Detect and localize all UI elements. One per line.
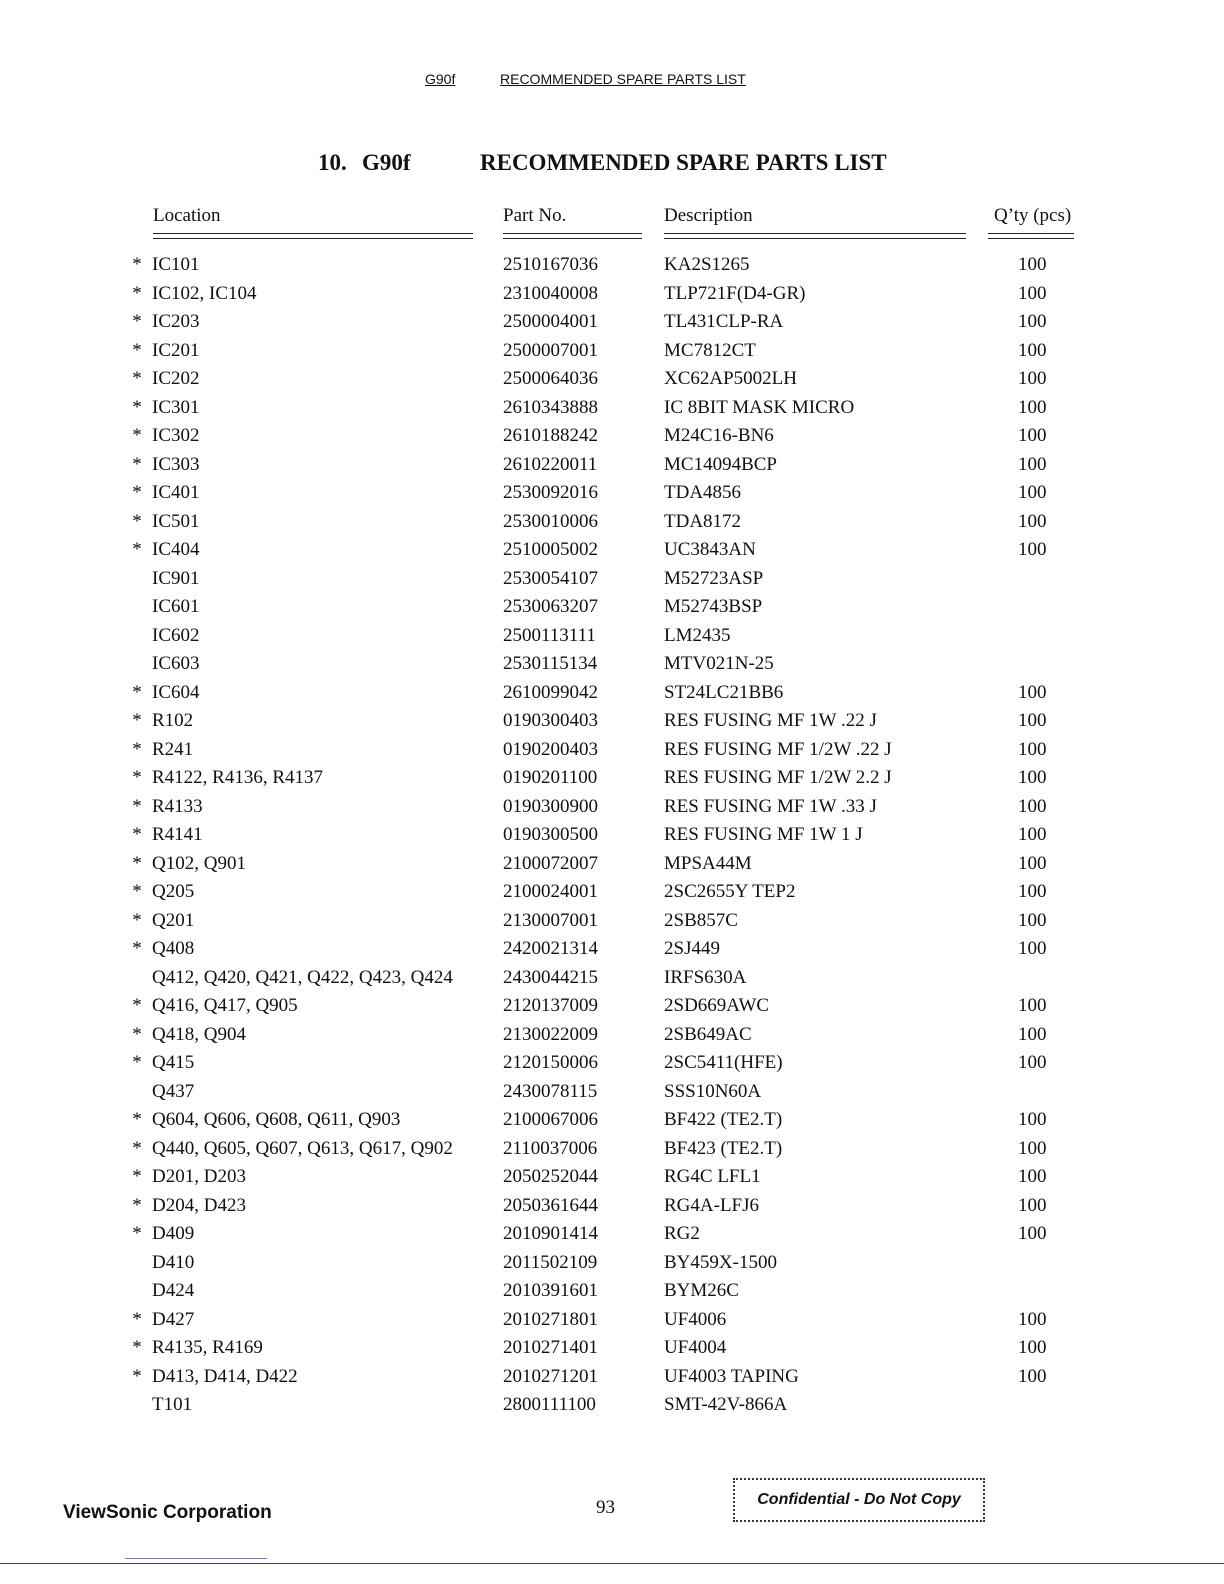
quantity-cell: 100 [1018, 453, 1047, 475]
description-cell: IC 8BIT MASK MICRO [664, 396, 855, 418]
company-name: ViewSonic Corporation [63, 1502, 272, 1523]
part-number-cell: 2010901414 [503, 1223, 598, 1244]
location-cell: D204, D423 [152, 1194, 246, 1216]
table-row [0, 482, 1224, 511]
location-cell: Q440, Q605, Q607, Q613, Q617, Q902 [152, 1137, 453, 1159]
location-cell: IC604 [152, 681, 200, 703]
table-row [0, 425, 1224, 454]
table-row [0, 454, 1224, 483]
description-cell: SSS10N60A [664, 1080, 762, 1102]
table-row [0, 881, 1224, 910]
location-cell: IC102, IC104 [152, 282, 257, 304]
part-number-cell: 2610099042 [503, 681, 598, 703]
part-number-cell: 2050361644 [503, 1194, 598, 1216]
quantity-cell: 100 [1018, 425, 1047, 446]
quantity-cell: 100 [1018, 909, 1047, 931]
spare-marker: * [132, 1223, 142, 1244]
spare-marker: * [132, 852, 142, 874]
table-row [0, 796, 1224, 825]
spare-marker: * [132, 1337, 142, 1358]
description-cell: RES FUSING MF 1W .22 J [664, 710, 877, 731]
table-row [0, 368, 1224, 397]
quantity-cell: 100 [1018, 1166, 1047, 1187]
table-row [0, 596, 1224, 625]
location-cell: R4133 [152, 795, 203, 817]
quantity-cell: 100 [1018, 795, 1047, 817]
part-number-cell: 2420021314 [503, 938, 598, 959]
part-number-cell: 2100024001 [503, 881, 598, 902]
part-number-cell: 2050252044 [503, 1166, 598, 1187]
quantity-cell: 100 [1018, 1194, 1047, 1216]
table-row [0, 853, 1224, 882]
part-number-cell: 2500007001 [503, 339, 598, 361]
description-cell: 2SC5411(HFE) [664, 1052, 783, 1073]
description-cell: SMT-42V-866A [664, 1394, 788, 1415]
location-cell: IC603 [152, 653, 200, 674]
spare-marker: * [132, 738, 142, 760]
part-number-cell: 2500113111 [503, 624, 596, 646]
table-row [0, 1166, 1224, 1195]
location-cell: Q418, Q904 [152, 1023, 246, 1045]
description-cell: M52743BSP [664, 596, 763, 617]
table-row [0, 653, 1224, 682]
part-number-cell: 2310040008 [503, 282, 598, 304]
description-cell: 2SD669AWC [664, 995, 770, 1016]
quantity-cell: 100 [1018, 1308, 1047, 1330]
location-cell: D413, D414, D422 [152, 1365, 298, 1387]
description-cell: M52723ASP [664, 567, 764, 589]
part-number-cell: 2510167036 [503, 254, 598, 275]
spare-marker: * [132, 1166, 142, 1187]
description-cell: KA2S1265 [664, 254, 750, 275]
section-title: RECOMMENDED SPARE PARTS LIST [480, 150, 887, 175]
table-row [0, 311, 1224, 340]
part-number-cell: 2800111100 [503, 1394, 596, 1415]
part-number-cell: 0190201100 [503, 767, 598, 788]
spare-marker: * [132, 767, 142, 788]
quantity-cell: 100 [1018, 339, 1047, 361]
part-number-cell: 2530092016 [503, 482, 598, 503]
spare-marker: * [132, 681, 142, 703]
part-number-cell: 2610220011 [503, 453, 598, 475]
column-header-location: Location [153, 205, 221, 226]
part-number-cell: 2120137009 [503, 995, 598, 1016]
quantity-cell: 100 [1018, 368, 1047, 389]
location-cell: IC101 [152, 254, 200, 275]
location-cell: T101 [152, 1394, 193, 1415]
table-row [0, 1052, 1224, 1081]
description-cell: MTV021N-25 [664, 653, 774, 674]
spare-marker: * [132, 938, 142, 959]
bottom-accent-rule [125, 1558, 267, 1559]
part-number-cell: 2010271801 [503, 1308, 598, 1330]
part-number-cell: 2500064036 [503, 368, 598, 389]
part-number-cell: 2130007001 [503, 909, 598, 931]
quantity-cell: 100 [1018, 282, 1047, 304]
table-row [0, 1337, 1224, 1366]
description-cell: TDA8172 [664, 510, 742, 532]
quantity-cell: 100 [1018, 681, 1047, 703]
section-number: 10. [318, 150, 347, 175]
parts-table [0, 254, 1224, 1423]
quantity-cell: 100 [1018, 710, 1047, 731]
quantity-cell: 100 [1018, 1023, 1047, 1045]
spare-marker: * [132, 881, 142, 902]
table-row [0, 568, 1224, 597]
quantity-cell: 100 [1018, 738, 1047, 760]
location-cell: IC301 [152, 396, 200, 418]
location-cell: IC602 [152, 624, 200, 646]
quantity-cell: 100 [1018, 254, 1047, 275]
part-number-cell: 2430044215 [503, 966, 598, 988]
spare-marker: * [132, 795, 142, 817]
description-cell: BY459X-1500 [664, 1251, 777, 1273]
part-number-cell: 2530010006 [503, 510, 598, 532]
description-cell: RG4A-LFJ6 [664, 1194, 760, 1216]
table-row [0, 995, 1224, 1024]
description-cell: BYM26C [664, 1280, 739, 1301]
part-number-cell: 2120150006 [503, 1052, 598, 1073]
table-header [0, 205, 1224, 229]
spare-marker: * [132, 1137, 142, 1159]
description-cell: LM2435 [664, 624, 731, 646]
spare-marker: * [132, 1308, 142, 1330]
spare-marker: * [132, 1194, 142, 1216]
table-row [0, 1366, 1224, 1395]
description-cell: RES FUSING MF 1/2W .22 J [664, 738, 892, 760]
description-cell: RES FUSING MF 1W 1 J [664, 824, 863, 845]
description-cell: BF422 (TE2.T) [664, 1109, 783, 1130]
spare-marker: * [132, 368, 142, 389]
table-row [0, 739, 1224, 768]
description-cell: UF4004 [664, 1337, 727, 1358]
location-cell: Q408 [152, 938, 195, 959]
table-row [0, 1109, 1224, 1138]
spare-marker: * [132, 539, 142, 560]
location-cell: IC601 [152, 596, 200, 617]
location-cell: IC501 [152, 510, 200, 532]
location-cell: R102 [152, 710, 194, 731]
table-row [0, 1195, 1224, 1224]
location-cell: Q201 [152, 909, 195, 931]
part-number-cell: 2010391601 [503, 1280, 598, 1301]
quantity-cell: 100 [1018, 1337, 1047, 1358]
location-cell: IC202 [152, 368, 200, 389]
column-header-part-no: Part No. [503, 205, 567, 226]
location-cell: Q437 [152, 1080, 195, 1102]
location-cell: D201, D203 [152, 1166, 246, 1187]
description-cell: RG4C LFL1 [664, 1166, 761, 1187]
part-number-cell: 0190200403 [503, 738, 598, 760]
spare-marker: * [132, 995, 142, 1016]
part-number-cell: 2530063207 [503, 596, 598, 617]
location-cell: Q416, Q417, Q905 [152, 995, 298, 1016]
table-row [0, 1394, 1224, 1423]
running-header-title: RECOMMENDED SPARE PARTS LIST [500, 71, 746, 87]
table-row [0, 1223, 1224, 1252]
location-cell: Q102, Q901 [152, 852, 246, 874]
running-header [0, 71, 1224, 91]
description-cell: 2SC2655Y TEP2 [664, 881, 796, 902]
table-row [0, 1309, 1224, 1338]
table-row [0, 910, 1224, 939]
quantity-cell: 100 [1018, 1223, 1047, 1244]
table-row [0, 340, 1224, 369]
description-cell: RES FUSING MF 1W .33 J [664, 795, 877, 817]
location-cell: R4122, R4136, R4137 [152, 767, 324, 788]
table-row [0, 1081, 1224, 1110]
table-row [0, 967, 1224, 996]
description-cell: RES FUSING MF 1/2W 2.2 J [664, 767, 892, 788]
location-cell: IC401 [152, 482, 200, 503]
spare-marker: * [132, 1023, 142, 1045]
quantity-cell: 100 [1018, 539, 1047, 560]
running-header-model: G90f [425, 71, 456, 87]
quantity-cell: 100 [1018, 482, 1047, 503]
table-row [0, 710, 1224, 739]
spare-marker: * [132, 282, 142, 304]
header-rule [988, 233, 1074, 239]
description-cell: UC3843AN [664, 539, 756, 560]
confidential-notice: Confidential - Do Not Copy [733, 1478, 985, 1522]
description-cell: 2SJ449 [664, 938, 720, 959]
description-cell: RG2 [664, 1223, 700, 1244]
quantity-cell: 100 [1018, 1137, 1047, 1159]
table-row [0, 397, 1224, 426]
part-number-cell: 2510005002 [503, 539, 598, 560]
header-rule [503, 233, 642, 239]
location-cell: IC203 [152, 311, 200, 332]
description-cell: XC62AP5002LH [664, 368, 798, 389]
location-cell: D410 [152, 1251, 195, 1273]
spare-marker: * [132, 311, 142, 332]
quantity-cell: 100 [1018, 995, 1047, 1016]
spare-marker: * [132, 510, 142, 532]
header-rule [153, 233, 473, 239]
quantity-cell: 100 [1018, 824, 1047, 845]
location-cell: Q604, Q606, Q608, Q611, Q903 [152, 1109, 401, 1130]
part-number-cell: 2530115134 [503, 653, 598, 674]
quantity-cell: 100 [1018, 1052, 1047, 1073]
table-row [0, 625, 1224, 654]
location-cell: Q415 [152, 1052, 195, 1073]
part-number-cell: 2010271401 [503, 1337, 598, 1358]
part-number-cell: 2130022009 [503, 1023, 598, 1045]
location-cell: R4141 [152, 824, 203, 845]
description-cell: MC14094BCP [664, 453, 777, 475]
page-number: 93 [596, 1497, 615, 1518]
spare-marker: * [132, 453, 142, 475]
location-cell: Q412, Q420, Q421, Q422, Q423, Q424 [152, 966, 453, 988]
description-cell: UF4003 TAPING [664, 1365, 799, 1387]
quantity-cell: 100 [1018, 396, 1047, 418]
part-number-cell: 2610343888 [503, 396, 598, 418]
column-header-description: Description [664, 205, 753, 226]
part-number-cell: 2530054107 [503, 567, 598, 589]
description-cell: 2SB649AC [664, 1023, 752, 1045]
description-cell: M24C16-BN6 [664, 425, 774, 446]
part-number-cell: 2100067006 [503, 1109, 598, 1130]
part-number-cell: 2430078115 [503, 1080, 598, 1102]
part-number-cell: 2011502109 [503, 1251, 598, 1273]
spare-marker: * [132, 1052, 142, 1073]
part-number-cell: 0190300500 [503, 824, 598, 845]
spare-marker: * [132, 710, 142, 731]
table-row [0, 938, 1224, 967]
spare-marker: * [132, 396, 142, 418]
spare-marker: * [132, 1365, 142, 1387]
location-cell: IC201 [152, 339, 200, 361]
location-cell: D427 [152, 1308, 195, 1330]
location-cell: IC901 [152, 567, 200, 589]
table-row [0, 539, 1224, 568]
section-model: G90f [362, 150, 411, 175]
table-row [0, 824, 1224, 853]
part-number-cell: 2500004001 [503, 311, 598, 332]
location-cell: D424 [152, 1280, 195, 1301]
table-row [0, 682, 1224, 711]
table-row [0, 283, 1224, 312]
location-cell: IC303 [152, 453, 200, 475]
quantity-cell: 100 [1018, 938, 1047, 959]
header-rule [664, 233, 966, 239]
part-number-cell: 2100072007 [503, 852, 598, 874]
location-cell: D409 [152, 1223, 195, 1244]
location-cell: R4135, R4169 [152, 1337, 263, 1358]
bottom-rule [0, 1563, 1224, 1564]
part-number-cell: 2610188242 [503, 425, 598, 446]
description-cell: TL431CLP-RA [664, 311, 784, 332]
quantity-cell: 100 [1018, 1365, 1047, 1387]
quantity-cell: 100 [1018, 1109, 1047, 1130]
table-row [0, 511, 1224, 540]
location-cell: R241 [152, 738, 194, 760]
spare-marker: * [132, 909, 142, 931]
table-row [0, 1252, 1224, 1281]
spare-marker: * [132, 482, 142, 503]
quantity-cell: 100 [1018, 311, 1047, 332]
quantity-cell: 100 [1018, 881, 1047, 902]
spare-marker: * [132, 339, 142, 361]
spare-marker: * [132, 824, 142, 845]
table-row [0, 1024, 1224, 1053]
description-cell: ST24LC21BB6 [664, 681, 784, 703]
quantity-cell: 100 [1018, 852, 1047, 874]
part-number-cell: 0190300403 [503, 710, 598, 731]
description-cell: MC7812CT [664, 339, 756, 361]
spare-marker: * [132, 1109, 142, 1130]
table-row [0, 767, 1224, 796]
location-cell: Q205 [152, 881, 195, 902]
page-title [0, 150, 1224, 180]
description-cell: UF4006 [664, 1308, 727, 1330]
quantity-cell: 100 [1018, 767, 1047, 788]
location-cell: IC404 [152, 539, 200, 560]
table-row [0, 1280, 1224, 1309]
part-number-cell: 2010271201 [503, 1365, 598, 1387]
part-number-cell: 2110037006 [503, 1137, 598, 1159]
description-cell: MPSA44M [664, 852, 752, 874]
description-cell: TDA4856 [664, 482, 742, 503]
spare-marker: * [132, 254, 142, 275]
description-cell: TLP721F(D4-GR) [664, 282, 806, 304]
spare-marker: * [132, 425, 142, 446]
description-cell: 2SB857C [664, 909, 738, 931]
table-row [0, 254, 1224, 283]
column-header-qty: Q’ty (pcs) [994, 205, 1072, 226]
description-cell: BF423 (TE2.T) [664, 1137, 783, 1159]
table-row [0, 1138, 1224, 1167]
description-cell: IRFS630A [664, 966, 747, 988]
part-number-cell: 0190300900 [503, 795, 598, 817]
location-cell: IC302 [152, 425, 200, 446]
quantity-cell: 100 [1018, 510, 1047, 532]
